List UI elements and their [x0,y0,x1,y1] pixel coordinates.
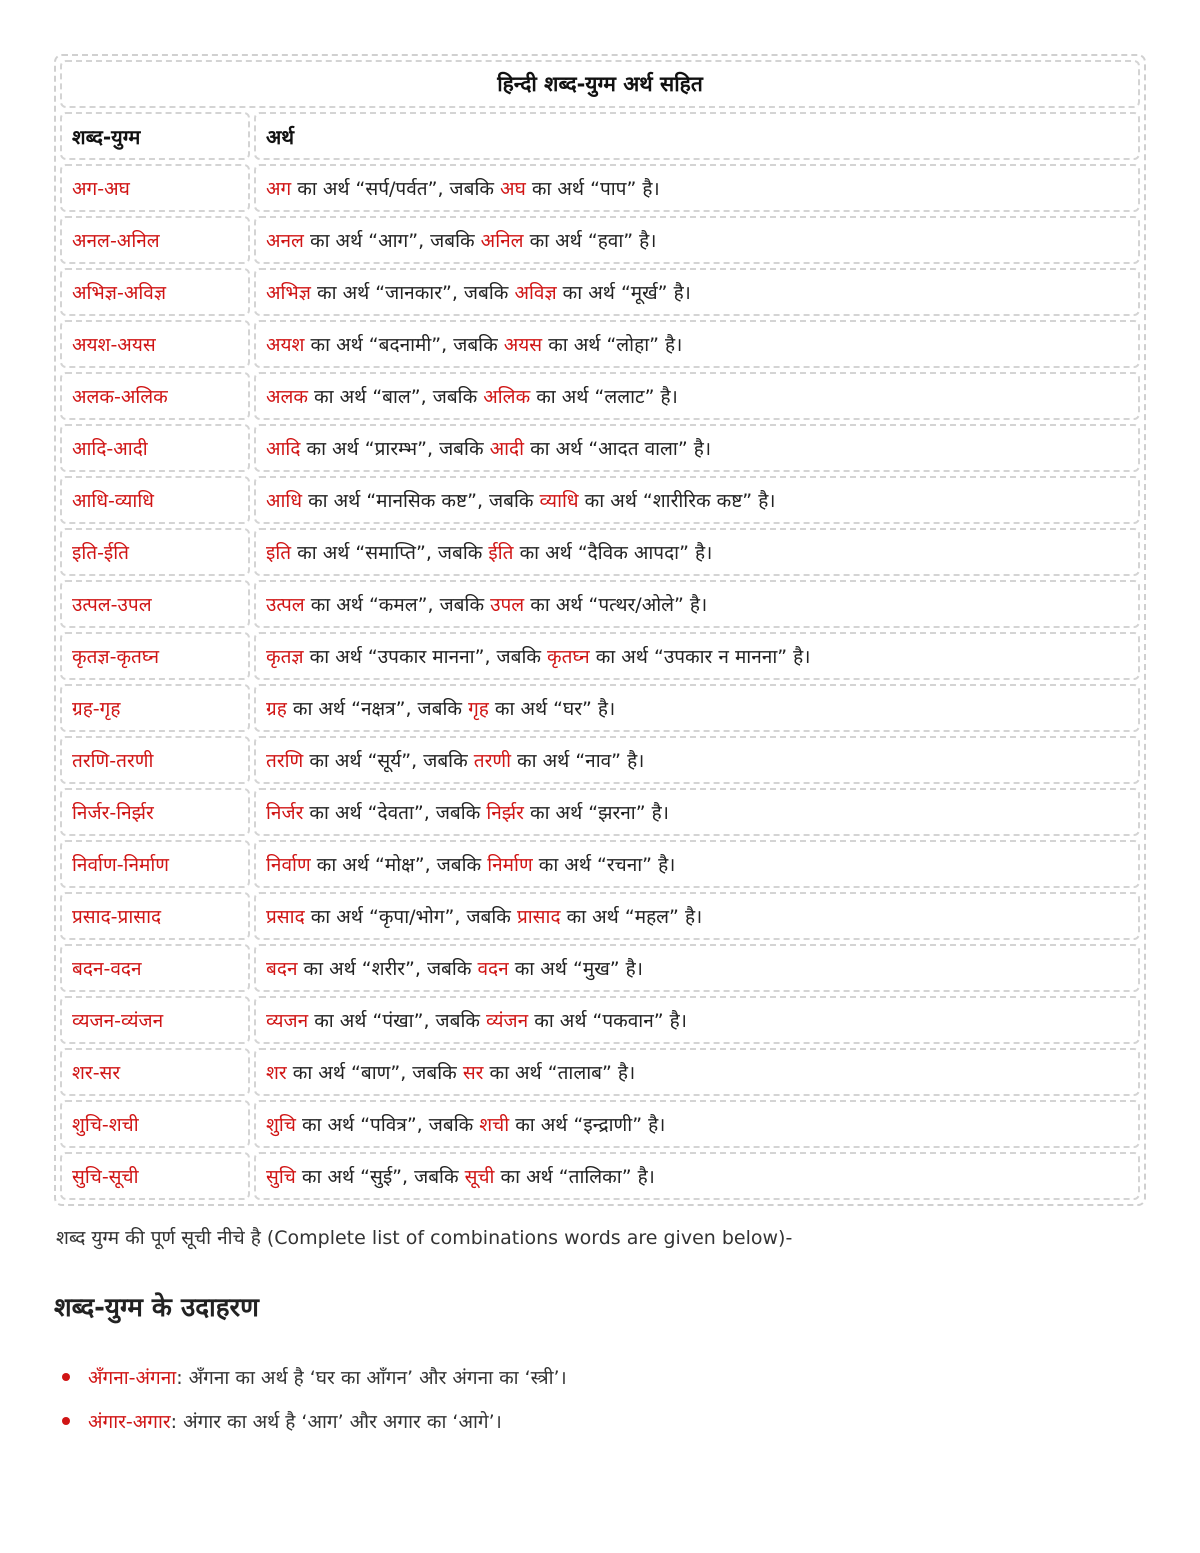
first-word: अयश [266,334,305,356]
meaning-cell [254,424,1140,472]
first-meaning: “जानकार” [375,282,452,304]
bullet-icon [62,1417,70,1425]
table-row [60,996,1140,1044]
connector-ka-arth: का अर्थ [500,1166,553,1188]
word-pair-cell [60,1100,250,1148]
second-word: व्यंजन [486,1010,529,1032]
connector-jabki: , जबकि [451,282,509,304]
connector-ka-arth: का अर्थ [519,542,572,564]
first-meaning: “शरीर” [361,958,415,980]
word-pair: उत्पल-उपल [72,594,152,616]
ending-hai: है। [689,594,708,616]
first-word: शुचि [266,1114,296,1136]
word-pair: प्रसाद-प्रासाद [72,906,162,928]
word-pair: निर्जर-निर्झर [72,802,154,824]
word-pair: अनल-अनिल [72,230,160,252]
connector-jabki: , जबकि [437,178,494,200]
first-word: तरणि [266,750,304,772]
connector-jabki: , जबकि [423,1010,480,1032]
second-meaning: “मुख” [572,958,620,980]
word-pair-cell [60,164,250,212]
word-pair: कृतज्ञ-कृतघ्न [72,646,160,668]
connector-ka-arth: का अर्थ [303,958,356,980]
word-pair-cell [60,268,250,316]
second-word: आदी [489,438,525,460]
second-meaning: “मूर्ख” [620,282,668,304]
ending-hai: है। [673,282,691,304]
connector-jabki: , जबकि [425,542,483,564]
first-word: निर्जर [266,802,304,824]
connector-jabki: , जबकि [484,646,541,668]
second-meaning: “दैविक आपदा” [577,542,689,564]
first-meaning: “मानसिक कष्ट” [366,490,477,512]
connector-ka-arth: का अर्थ [494,698,548,720]
word-pair: शर-सर [72,1062,121,1084]
connector-ka-arth: का अर्थ [292,698,346,720]
connector-ka-arth: का अर्थ [530,594,583,616]
connector-ka-arth: का अर्थ [297,542,350,564]
section-title: शब्द-युग्म के उदाहरण [54,1293,259,1323]
table-row [60,216,1140,264]
connector-ka-arth: का अर्थ [297,178,350,200]
connector-ka-arth: का अर्थ [301,1114,355,1136]
first-word: इति [266,542,292,564]
word-pair-cell [60,372,250,420]
word-pair-cell [60,892,250,940]
second-word: वदन [477,958,509,980]
second-word: सर [462,1062,484,1084]
word-pair-cell [60,996,250,1044]
connector-ka-arth: का अर्थ [566,906,619,928]
ending-hai: है। [639,230,657,252]
second-word: अविज्ञ [514,282,557,304]
word-pair: तरणि-तरणी [72,750,154,772]
first-word: ग्रह [266,698,287,720]
example-text: : अंगार का अर्थ है ‘आग’ और अगार का ‘आगे’। [170,1411,502,1433]
example-pair: अंगार-अगार [88,1411,171,1433]
connector-ka-arth: का अर्थ [531,178,585,200]
first-meaning: “नक्षत्र” [351,698,406,720]
meaning-cell [254,892,1140,940]
meaning-cell [254,580,1140,628]
ending-hai: है। [627,750,645,772]
example-text: : अँगना का अर्थ है ‘घर का आँगन’ और अंगना का ‘स्त्री’। [176,1367,567,1389]
connector-jabki: , जबकि [400,1062,457,1084]
meaning-cell [254,1152,1140,1200]
second-meaning: “घर” [553,698,592,720]
word-pair-cell [60,840,250,888]
word-pair-cell [60,684,250,732]
meaning-cell [254,1048,1140,1096]
connector-jabki: , जबकि [424,854,482,876]
ending-hai: है। [617,1062,636,1084]
connector-ka-arth: का अर्थ [301,1166,355,1188]
table-row [60,1048,1140,1096]
word-pair-table [54,54,1146,1206]
word-pair-cell [60,424,250,472]
second-meaning: “पकवान” [592,1010,664,1032]
second-meaning: “तालाब” [547,1062,612,1084]
ending-hai: है। [642,178,660,200]
connector-ka-arth: का अर्थ [314,1010,367,1032]
connector-ka-arth: का अर्थ [517,750,570,772]
ending-hai: है। [695,542,713,564]
connector-ka-arth: का अर्थ [310,594,363,616]
connector-ka-arth: का अर्थ [529,230,582,252]
table-row [60,372,1140,420]
first-meaning: “पवित्र” [360,1114,417,1136]
connector-jabki: , जबकि [411,750,468,772]
first-word: बदन [266,958,298,980]
table-row [60,268,1140,316]
word-pair-cell [60,476,250,524]
first-word: उत्पल [266,594,305,616]
ending-hai: है। [669,1010,687,1032]
examples-list [54,1364,1146,1434]
example-item [88,1364,1146,1390]
word-pair: आधि-व्याधि [72,490,154,512]
connector-jabki: , जबकि [402,1166,459,1188]
meaning-cell [254,684,1140,732]
connector-ka-arth: का अर्थ [310,906,363,928]
connector-ka-arth: का अर्थ [310,334,363,356]
table-row [60,788,1140,836]
connector-ka-arth: का अर्थ [534,1010,587,1032]
word-pair: अभिज्ञ-अविज्ञ [72,282,167,304]
first-word: सुचि [266,1166,296,1188]
connector-ka-arth: का अर्थ [595,646,648,668]
first-meaning: “समाप्ति” [355,542,426,564]
word-pair: अयश-अयस [72,334,156,356]
connector-jabki: , जबकि [427,594,485,616]
table-row [60,1100,1140,1148]
first-meaning: “सूर्य” [367,750,412,772]
meaning-cell [254,736,1140,784]
first-word: कृतज्ञ [266,646,304,668]
connector-ka-arth: का अर्थ [314,386,367,408]
second-word: सूची [464,1166,495,1188]
meaning-cell [254,944,1140,992]
table-row [60,580,1140,628]
ending-hai: है। [637,1166,655,1188]
first-word: अनल [266,230,304,252]
connector-jabki: , जबकि [405,698,463,720]
table-row [60,320,1140,368]
table-row [60,892,1140,940]
table-row [60,1152,1140,1200]
first-meaning: “आग” [368,230,419,252]
word-pair: बदन-वदन [72,958,142,980]
connector-jabki: , जबकि [454,906,511,928]
second-word: ईति [488,542,514,564]
connector-ka-arth: का अर्थ [308,490,361,512]
second-word: तरणी [473,750,511,772]
connector-jabki: , जबकि [441,334,498,356]
word-pair: निर्वाण-निर्माण [72,854,170,876]
meaning-cell [254,1100,1140,1148]
connector-ka-arth: का अर्थ [292,1062,345,1084]
ending-hai: है। [660,386,678,408]
word-pair: व्यजन-व्यंजन [72,1010,164,1032]
word-pair: अलक-अलिक [72,386,168,408]
connector-ka-arth: का अर्थ [548,334,601,356]
ending-hai: है। [648,1114,666,1136]
ending-hai: है। [658,854,676,876]
second-word: अघ [500,178,526,200]
meaning-cell [254,268,1140,316]
first-word: अभिज्ञ [266,282,311,304]
second-word: गृह [468,698,489,720]
meaning-cell [254,840,1140,888]
second-word: अलिक [483,386,531,408]
second-meaning: “लोहा” [606,334,659,356]
table-row [60,736,1140,784]
first-word: शर [266,1062,287,1084]
word-pair-cell [60,736,250,784]
first-word: व्यजन [266,1010,309,1032]
word-pair-cell [60,1048,250,1096]
first-meaning: “देवता” [367,802,424,824]
connector-ka-arth: का अर्थ [584,490,637,512]
column-header-pair: शब्द-युग्म [60,112,250,160]
connector-ka-arth: का अर्थ [309,646,362,668]
second-word: निर्माण [487,854,533,876]
first-word: अग [266,178,292,200]
second-meaning: “आदत वाला” [588,438,688,460]
example-item [88,1408,1146,1434]
second-meaning: “उपकार न मानना” [653,646,788,668]
second-word: निर्झर [486,802,524,824]
connector-ka-arth: का अर्थ [538,854,591,876]
table-row [60,944,1140,992]
second-word: अयस [503,334,543,356]
connector-ka-arth: का अर्थ [536,386,589,408]
connector-ka-arth: का अर्थ [310,230,363,252]
second-meaning: “पाप” [590,178,637,200]
second-meaning: “ललाट” [594,386,655,408]
first-meaning: “पंखा” [372,1010,424,1032]
meaning-cell [254,528,1140,576]
ending-hai: है। [625,958,643,980]
word-pair: सुचि-सूची [72,1166,139,1188]
table-row [60,476,1140,524]
connector-ka-arth: का अर्थ [309,750,362,772]
second-word: कृतघ्न [547,646,590,668]
connector-ka-arth: का अर्थ [316,854,369,876]
second-meaning: “इन्द्राणी” [573,1114,643,1136]
table-row [60,684,1140,732]
word-pair-cell [60,528,250,576]
meaning-cell [254,372,1140,420]
word-pair: आदि-आदी [72,438,148,460]
first-meaning: “उपकार मानना” [367,646,485,668]
connector-jabki: , जबकि [420,386,478,408]
first-meaning: “प्रारम्भ” [364,438,427,460]
word-pair-cell [60,944,250,992]
second-meaning: “शारीरिक कष्ट” [642,490,753,512]
second-word: उपल [490,594,525,616]
word-pair: इति-ईति [72,542,130,564]
second-meaning: “पत्थर/ओले” [588,594,684,616]
table-row [60,424,1140,472]
connector-ka-arth: का अर्थ [306,438,359,460]
meaning-cell [254,788,1140,836]
meaning-cell [254,476,1140,524]
word-pair-cell [60,580,250,628]
first-meaning: “बाल” [372,386,421,408]
connector-ka-arth: का अर्थ [514,958,567,980]
connector-ka-arth: का अर्थ [515,1114,568,1136]
example-pair: अँगना-अंगना [88,1367,177,1389]
meaning-cell [254,320,1140,368]
connector-jabki: , जबकि [427,438,484,460]
bullet-icon [62,1373,70,1381]
content-area [54,54,1146,1452]
connector-jabki: , जबकि [476,490,534,512]
second-meaning: “झरना” [588,802,646,824]
connector-jabki: , जबकि [416,1114,474,1136]
first-word: आधि [266,490,303,512]
column-header-meaning: अर्थ [254,112,1140,160]
word-pair: शुचि-शची [72,1114,139,1136]
connector-jabki: , जबकि [418,230,475,252]
ending-hai: है। [597,698,616,720]
first-meaning: “कृपा/भोग” [368,906,455,928]
first-word: प्रसाद [266,906,305,928]
connector-ka-arth: का अर्थ [530,438,583,460]
intro-text: शब्द युग्म की पूर्ण सूची नीचे है (Complete list of combinations words are given below)- [56,1227,793,1249]
meaning-cell [254,996,1140,1044]
first-meaning: “सर्प/पर्वत” [355,178,438,200]
word-pair: अग-अघ [72,178,130,200]
connector-jabki: , जबकि [423,802,481,824]
first-word: निर्वाण [266,854,311,876]
table-row [60,632,1140,680]
word-pair: ग्रह-गृह [72,698,121,720]
ending-hai: है। [693,438,712,460]
meaning-cell [254,164,1140,212]
second-meaning: “नाव” [575,750,622,772]
table-caption: हिन्दी शब्द-युग्म अर्थ सहित [60,60,1140,108]
first-meaning: “बाण” [351,1062,401,1084]
second-meaning: “हवा” [587,230,634,252]
meaning-cell [254,216,1140,264]
first-meaning: “कमल” [368,594,428,616]
ending-hai: है। [758,490,776,512]
word-pair-cell [60,320,250,368]
first-word: अलक [266,386,308,408]
ending-hai: है। [665,334,683,356]
ending-hai: है। [793,646,811,668]
connector-ka-arth: का अर्थ [562,282,615,304]
connector-ka-arth: का अर्थ [309,802,362,824]
ending-hai: है। [651,802,669,824]
table-row [60,528,1140,576]
connector-jabki: , जबकि [414,958,472,980]
table-row [60,164,1140,212]
first-meaning: “मोक्ष” [375,854,425,876]
word-pair-cell [60,1152,250,1200]
ending-hai: है। [684,906,703,928]
second-meaning: “रचना” [597,854,653,876]
second-word: व्याधि [539,490,579,512]
word-pair-cell [60,788,250,836]
connector-ka-arth: का अर्थ [489,1062,542,1084]
table-row [60,840,1140,888]
first-meaning: “बदनामी” [368,334,442,356]
second-meaning: “तालिका” [558,1166,632,1188]
second-word: अनिल [480,230,524,252]
first-word: आदि [266,438,301,460]
word-pair-cell [60,632,250,680]
first-meaning: “सुई” [360,1166,403,1188]
word-pair-cell [60,216,250,264]
second-meaning: “महल” [624,906,679,928]
connector-ka-arth: का अर्थ [530,802,583,824]
meaning-cell [254,632,1140,680]
second-word: शची [479,1114,510,1136]
second-word: प्रासाद [516,906,561,928]
connector-ka-arth: का अर्थ [317,282,370,304]
